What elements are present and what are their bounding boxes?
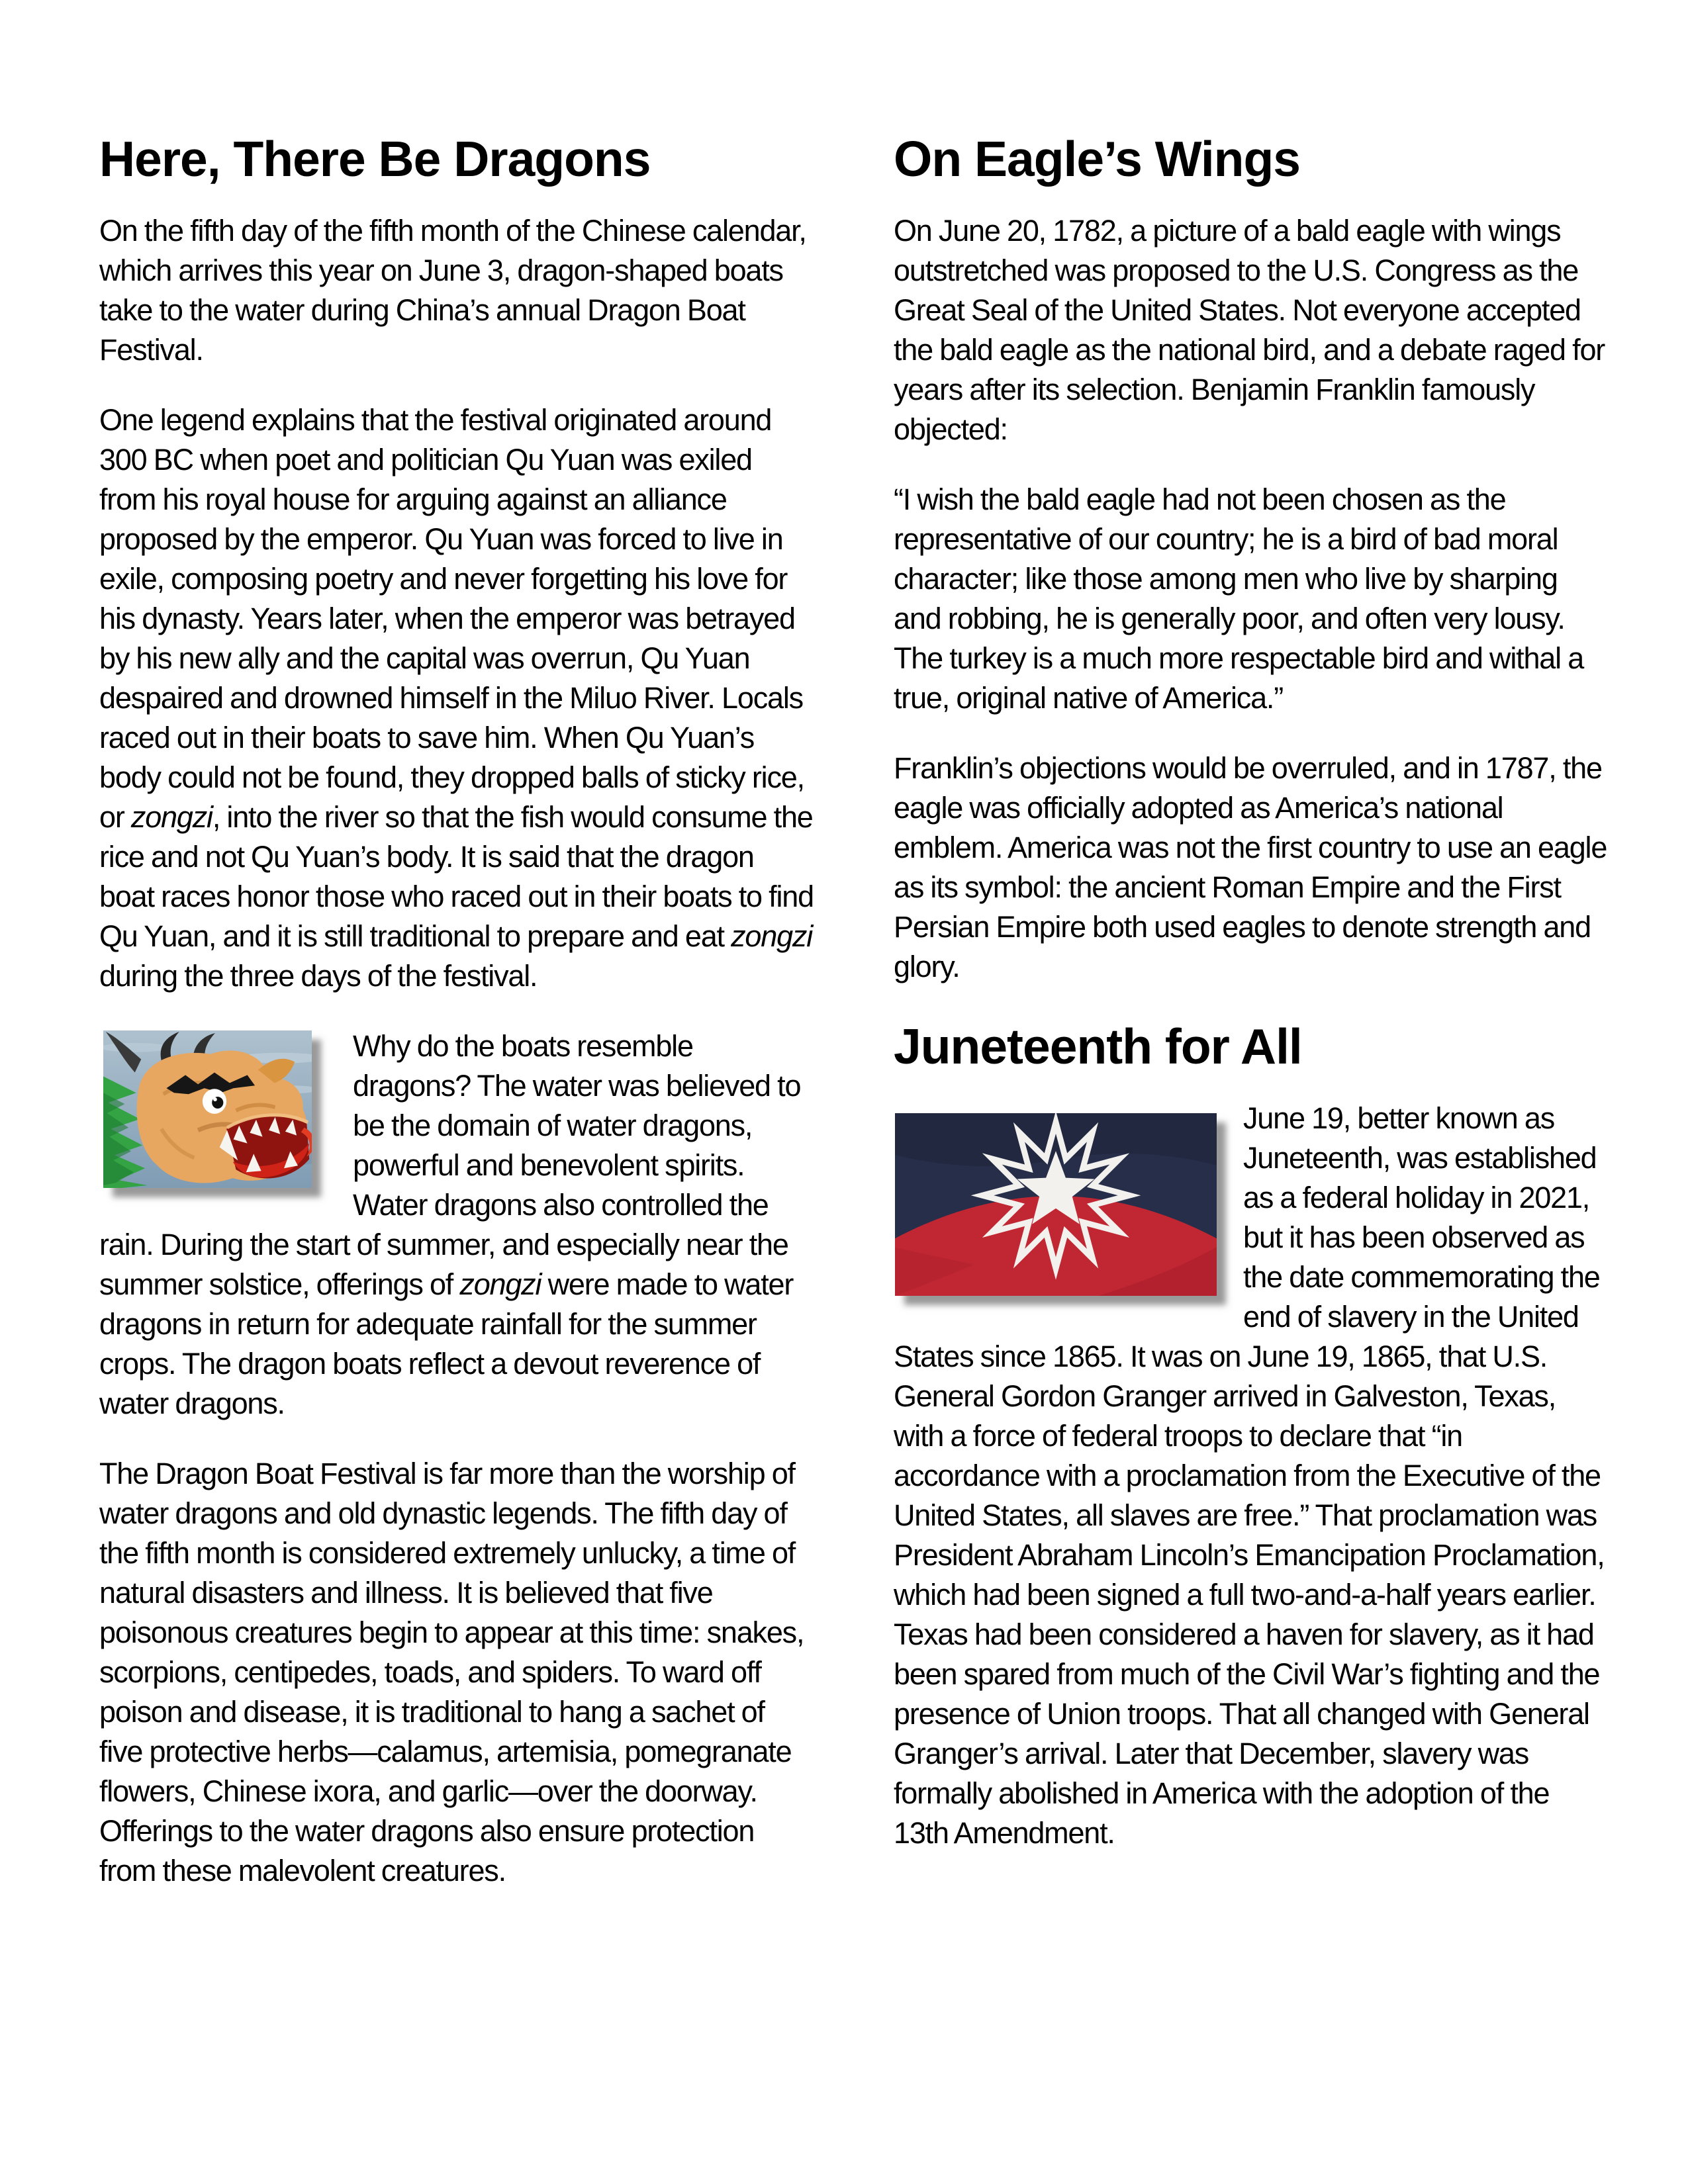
quote-text: “I wish the bald eagle had not been chosen as the representative of our country; he is a bird of bad moral character; like those among men who live by sharping and robbing, he is generally poor, and often very lousy. The turkey is a much more respectable bird and withal a true, original native of America.” [894,482,1584,715]
paragraph-franklin-overruled [894,749,1609,987]
paragraph-text: Why do the boats resemble dragons? The water was believed to be the domain of water dragons, powerful and benevolent spirits. Water dragons also controlled the rain. During the start of summer, and especially near the summer solstice, offerings of [99,1029,801,1301]
paragraph-text: On the fifth day of the fifth month of the Chinese calendar, which arrives this year on June 3, dragon-shaped boats take to the water during China’s annual Dragon Boat Festival. [99,214,806,367]
paragraph-dragon-legend [99,400,814,996]
paragraph-text: On June 20, 1782, a picture of a bald eagle with wings outstretched was proposed to the U.S. Congress as the Great Seal of the United States. Not everyone accepted the bald eagle as the national bird, and a debate raged for years after its selection. Benjamin Franklin famously objected: [894,214,1605,446]
zongzi-italic: zongzi [130,800,212,834]
heading-here-there-be-dragons: Here, There Be Dragons [99,131,651,187]
paragraph-text: June 19, better known as Juneteenth, was established as a federal holiday in 2021, but it has been observed as the date commemorating the end of slavery in the United States since 1865. It was on June 19, 1865, that U.S. General Gordon Granger arrived in Galveston, Texas, with a force of federal troops to declare that “in accordance with a proclamation from the Executive of the United States, all slaves are free.” That proclamation was President Abraham Lincoln’s Emancipation Proclamation, which had been signed a full two-and-a-half years earlier. Texas had been considered a haven for slavery, as it had been spared from much of the Civil War’s fighting and the presence of Union troops. That all changed with General Granger’s arrival. Later that December, slavery was formally abolished in America with the adoption of the 13th Amendment. [894,1101,1605,1850]
right-column [894,126,1609,1921]
left-column [99,126,814,1921]
paragraph-franklin-quote [894,480,1609,718]
paragraph-eagle-intro [894,211,1609,449]
paragraph-text: Franklin’s objections would be overruled, and in 1787, the eagle was officially adopted as America’s national emblem. America was not the first country to use an eagle as its symbol: the ancient Roman Empire and the First Persian Empire both used eagles to denote strength and glory. [894,751,1607,983]
heading-on-eagles-wings: On Eagle’s Wings [894,131,1300,187]
paragraph-festival-more [99,1454,814,1891]
dragon-boat-head-photo [103,1030,312,1188]
paragraph-dragon-intro [99,211,814,370]
paragraph-why-boats [99,1026,814,1424]
paragraph-text: One legend explains that the festival originated around 300 BC when poet and politician Qu Yuan was exiled from his royal house for arguing against an alliance proposed by the emperor. Qu Yuan was forced to live in exile, composing poetry and never forgetting his love for his dynasty. Years later, when the emperor was betrayed by his new ally and the capital was overrun, Qu Yuan despaired and drowned himself in the Miluo River. Locals raced out in their boats to save him. When Qu Yuan’s body could not be found, they dropped balls of sticky rice, or [99,403,804,834]
paragraph-text: during the three days of the festival. [99,959,538,993]
zongzi-italic: zongzi [459,1267,541,1301]
heading-juneteenth-for-all: Juneteenth for All [894,1019,1302,1074]
paragraph-text: , into the river so that the fish would consume the rice and not Qu Yuan’s body. It is said that the dragon boat races honor those who raced out in their boats to find Qu Yuan, and it is still traditional to prepare and eat [99,800,814,953]
zongzi-italic: zongzi [731,919,813,953]
paragraph-text: The Dragon Boat Festival is far more than the worship of water dragons and old dynastic legends. The fifth day of the fifth month is considered extremely unlucky, a time of natural disasters and illness. It is believed that five poisonous creatures begin to appear at this time: snakes, scorpions, centipedes, toads, and spiders. To ward off poison and disease, it is traditional to hang a sachet of five protective herbs—calamus, artemisia, pomegranate flowers, Chinese ixora, and garlic—over the doorway. Offerings to the water dragons also ensure protection from these malevolent creatures. [99,1457,804,1888]
juneteenth-flag-photo [895,1113,1217,1296]
paragraph-juneteenth [894,1099,1609,1853]
paragraph-text: were made to water dragons in return for adequate rainfall for the summer crops. The dragon boats reflect a devout reverence of water dragons. [99,1267,794,1420]
